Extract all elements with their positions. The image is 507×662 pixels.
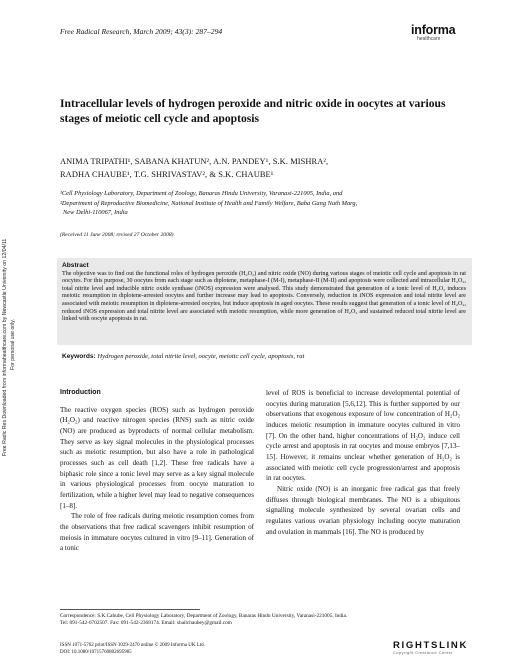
download-notice-line2: For personal use only.: [10, 319, 16, 370]
footnote-rule: [60, 609, 200, 610]
paragraph: Nitric oxide (NO) is an inorganic free radical gas that freely diffuses through biological membranes. The NO is a ubiquitous signalling molecule synthesized by several ovarian cells and regulates various ovarian physiology including oocyte maturation and ovulation in mammals [16]. The NO is produced by: [266, 484, 460, 536]
affiliation-2-cont: New Delhi-110067, India: [63, 209, 128, 216]
article-title: Intracellular levels of hydrogen peroxide and nitric oxide in oocytes at various stages of meiotic cell cycle and apoptosis: [60, 97, 446, 125]
logo-brand: informa: [411, 23, 456, 37]
abstract: [62, 262, 466, 324]
paragraph: The role of free radicals during meiotic resumption comes from the observations that free radical scavengers inhibit resumption of meiosis in immature oocytes cultured in vitro [9–11]. Generation of a tonic: [60, 512, 254, 553]
paragraph: level of ROS is beneficial to increase developmental potential of oocytes during maturation [5,6,12]. This is further supported by our observations that exogenous exposure of low concentration of H₂O₂ induces meiotic resumption in immature oocytes cultured in vitro [7]. On the other hand, higher concentrations of H₂O₂ induce cell cycle arrest and apoptosis in rat oocytes and mouse embryos [7,13–15]. However, it remains unclear whether generation of H₂O₂ is associated with meiotic cell cycle progression/arrest and apoptosis in rat oocytes.: [266, 389, 460, 483]
authors-line2: RADHA CHAUBE¹, T.G. SHRIVASTAV², & S.K. CHAUBE¹: [60, 170, 274, 179]
rightslink-logo[interactable]: [393, 640, 469, 655]
keywords-label: Keywords:: [62, 353, 96, 360]
abstract-heading: Abstract: [62, 262, 89, 269]
journal-citation: Free Radical Research, March 2009; 43(3): 287–294: [60, 27, 223, 36]
publisher-logo: [411, 24, 461, 42]
correspondence-line2: Tel: 091-542-6702507. Fax: 091-542-2368174. Email: shailchaubey@gmail.com: [60, 620, 232, 626]
rightslink-title: RIGHTSLINK: [393, 640, 469, 651]
issn-line: ISSN 1071-5762 print/ISSN 1029-2470 online © 2009 Informa UK Ltd.: [60, 643, 205, 648]
authors-line1: ANIMA TRIPATHI¹, SABANA KHATUN², A.N. PANDEY¹, S.K. MISHRA²,: [60, 157, 329, 166]
abstract-text: The objective was to find out the functional roles of hydrogen peroxide (H₂O₂) and nitric oxide (NO) during various stages of meiotic cell cycle and apoptosis in rat oocytes. For this purpose, 30 oocytes from each stage such as diplotene, metaphase-I (M-I), metaphase-II (M-II) and apoptosis were collected and intracellular H₂O₂, total nitrite level and inducible nitric oxide synthase (iNOS) expression were analysed. This study demonstrated that generation of a tonic level of H₂O₂ induces meiotic resumption in diplotene-arrested oocytes and further increase may lead to apoptosis. Conversely, reduction in iNOS expression and total nitrite level are associated with meiotic resumption in diplotene-arrested oocytes, but induce apoptosis in aged oocytes. These results suggest that generation of a tonic level of H₂O₂, reduced iNOS expression and total nitrite level are associated with meiotic resumption, while more generation of H₂O₂ and sustained reduced total nitrite level are linked with oocyte apoptosis in rat.: [62, 270, 466, 323]
keywords: [62, 353, 466, 361]
correspondence: [60, 613, 470, 627]
section-heading-introduction: Introduction: [60, 389, 101, 396]
affiliations: [60, 189, 470, 218]
issn-doi: [60, 643, 360, 656]
body-column-right: [266, 388, 460, 537]
download-notice: [0, 200, 18, 460]
received-dates: (Received 11 June 2008; revised 27 October 2008): [60, 232, 174, 238]
paragraph: The reactive oxygen species (ROS) such as hydrogen peroxide (H₂O₂) and reactive nitrogen species (RNS) such as nitric oxide (NO) are produced as byproducts of normal cellular metabolism. They serve as key signal molecules in the physiological processes such as meiotic resumption, but also have a role in pathological processes such as cell death [1,2]. These free radicals have a biphasic role since a tonic level may serve as a key signal molecule in various physiological processes from oocyte maturation to fertilization, while a higher level may lead to negative consequences [1–8].: [60, 405, 254, 510]
correspondence-line1: Correspondence: S.K.Cahube, Cell Physiology Laboratory, Department of Zoology, Banaras Hindu University, Varanasi-221005, India.: [60, 613, 348, 619]
keywords-text: Hydrogen peroxide, total nitrite level, oocyte, meiotic cell cycle, apoptosis, rat: [97, 353, 305, 360]
download-notice-line1: Free Radic Res Downloaded from informahealthcare.com by Newcastle University on 12/04/11: [2, 238, 8, 456]
logo-subtitle: healthcare: [417, 36, 441, 42]
affiliation-2: ²Department of Reproductive Biomedicine, National Institute of Health and Family Welfare, Baba Gang Nath Marg,: [60, 199, 358, 207]
doi-line: DOI: 10.1080/10715760802695985: [60, 649, 132, 655]
rightslink-tagline: Copyright Clearance Center: [393, 650, 453, 655]
affiliation-1: ¹Cell Physiology Laboratory, Department of Zoology, Banaras Hindu University, Varanasi-221005, India, and: [60, 190, 343, 197]
author-list: [60, 155, 460, 181]
body-column-left: [60, 388, 254, 554]
